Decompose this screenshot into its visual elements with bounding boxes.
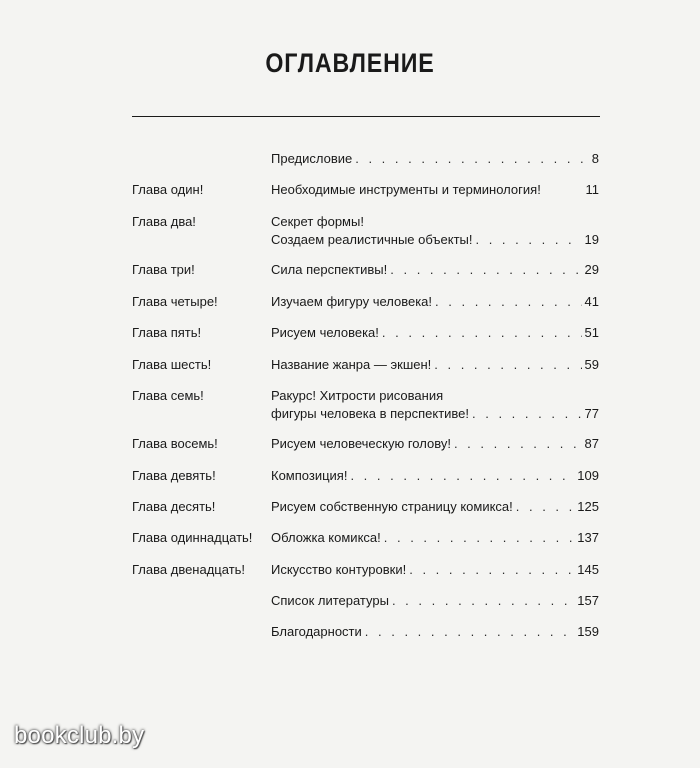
- toc-entry[interactable]: [271, 261, 599, 279]
- toc-chapter-label: Глава восемь!: [132, 436, 218, 451]
- leader-dots: [382, 324, 582, 342]
- toc-entry-title: Рисуем человека!: [271, 325, 379, 340]
- toc-entry[interactable]: [271, 467, 599, 485]
- toc-page-number: 137: [577, 530, 599, 545]
- leader-dots: [516, 498, 575, 516]
- toc-entry-title: Необходимые инструменты и терминология!: [271, 182, 541, 197]
- toc-chapter-label: Глава одиннадцать!: [132, 530, 253, 545]
- toc-page-number: 29: [584, 262, 599, 277]
- page-title: ОГЛАВЛЕНИЕ: [265, 48, 435, 78]
- toc-chapter-label: Глава десять!: [132, 499, 216, 514]
- toc-page-number: 51: [584, 325, 599, 340]
- leader-dots: [409, 561, 574, 579]
- toc-chapter-label: Глава четыре!: [132, 294, 218, 309]
- toc-entry[interactable]: [271, 324, 599, 342]
- leader-dots: [434, 356, 581, 374]
- toc-page-number: 8: [591, 151, 599, 166]
- toc-entry-title: Обложка комикса!: [271, 530, 381, 545]
- leader-dots: [475, 231, 581, 249]
- toc-entry[interactable]: [271, 150, 599, 168]
- toc-entry-title: Изучаем фигуру человека!: [271, 294, 433, 309]
- toc-page-number: 109: [577, 468, 599, 483]
- toc-chapter-label: Глава пять!: [132, 325, 202, 340]
- toc-chapter-label: Глава семь!: [132, 388, 204, 403]
- toc-page-number: 125: [577, 499, 599, 514]
- toc-page-number: 11: [585, 182, 599, 197]
- toc-page-number: 87: [584, 436, 599, 451]
- toc-entry[interactable]: [271, 498, 599, 516]
- toc-entry-title: Рисуем человеческую голову!: [271, 436, 451, 451]
- toc-entry-title-line1: Ракурс! Хитрости рисования: [271, 388, 444, 403]
- leader-dots: [355, 150, 589, 168]
- toc-entry[interactable]: [271, 213, 599, 249]
- toc-chapter-label: Глава двенадцать!: [132, 562, 246, 577]
- leader-dots: [384, 529, 575, 547]
- toc-chapter-label: Глава три!: [132, 262, 195, 277]
- toc-entry-title: Композиция!: [271, 468, 348, 483]
- toc-page-number: 59: [584, 357, 599, 372]
- leader-dots: [365, 623, 575, 641]
- leader-dots: [472, 405, 582, 423]
- toc-entry[interactable]: [271, 623, 599, 641]
- title-divider: [132, 116, 600, 117]
- toc-entry[interactable]: [271, 293, 599, 311]
- toc-entry-title: Список литературы: [271, 593, 389, 608]
- toc-page-number: 19: [584, 232, 599, 247]
- leader-dots: [454, 435, 582, 453]
- toc-entry[interactable]: [271, 435, 599, 453]
- toc-entry-title: Искусство контуровки!: [271, 562, 407, 577]
- toc-entry-title: Создаем реалистичные объекты!: [271, 232, 473, 247]
- toc-entry[interactable]: [271, 181, 599, 199]
- leader-dots: [390, 261, 581, 279]
- toc-entry[interactable]: [271, 356, 599, 374]
- leader-dots: [435, 293, 582, 311]
- toc-entry-title: Сила перспективы!: [271, 262, 388, 277]
- toc-chapter-label: Глава девять!: [132, 468, 216, 483]
- toc-entry[interactable]: [271, 561, 599, 579]
- toc-page-number: 159: [577, 624, 599, 639]
- toc-chapter-label: Глава шесть!: [132, 357, 212, 372]
- toc-entry-title: Название жанра — экшен!: [271, 357, 432, 372]
- toc-entry-title-line1: Секрет формы!: [271, 214, 364, 229]
- toc-entry-title: фигуры человека в перспективе!: [271, 406, 470, 421]
- toc-chapter-label: Глава один!: [132, 182, 204, 197]
- toc-entry-title: Благодарности: [271, 624, 362, 639]
- toc-page-number: 157: [577, 593, 599, 608]
- toc-entry[interactable]: [271, 592, 599, 610]
- leader-dots: [350, 467, 574, 485]
- leader-dots: [392, 592, 574, 610]
- toc-page-number: 145: [577, 562, 599, 577]
- toc-page-number: 41: [584, 294, 599, 309]
- toc-page-number: 77: [584, 406, 599, 421]
- toc-entry-title: Рисуем собственную страницу комикса!: [271, 499, 513, 514]
- toc-entry[interactable]: [271, 387, 599, 423]
- watermark: bookclub.by: [14, 722, 145, 749]
- toc-entry[interactable]: [271, 529, 599, 547]
- toc-chapter-label: Глава два!: [132, 214, 196, 229]
- toc-entry-title: Предисловие: [271, 151, 353, 166]
